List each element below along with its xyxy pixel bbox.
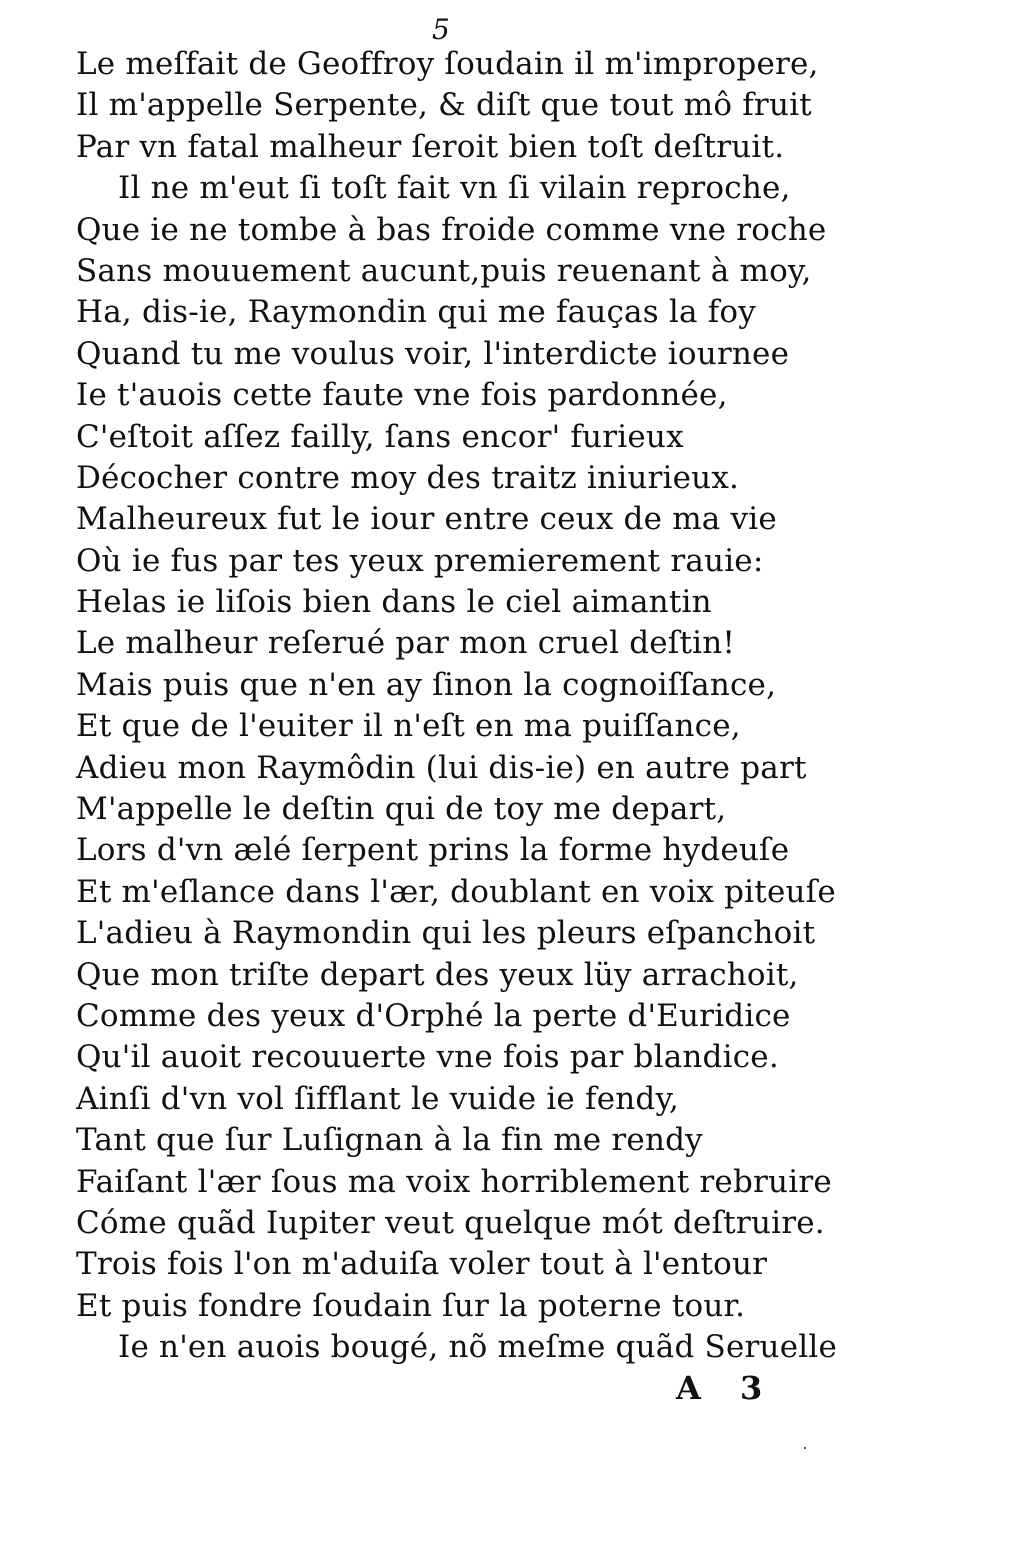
verse-line: Comme des yeux d'Orphé la perte d'Euridice [76,997,791,1034]
verse-line: Qu'il auoit recouuerte vne fois par blandice. [76,1039,779,1076]
verse-line: Tant que ſur Luſignan à la fin me rendy [76,1122,703,1159]
verse-line: L'adieu à Raymondin qui les pleurs eſpanchoit [76,915,816,952]
verse-line: C'eſtoit aſſez failly, ſans encor' furieux [76,418,684,455]
verse-line: Helas ie liſois bien dans le ciel aimantin [76,584,712,621]
ink-speck [804,1447,806,1449]
verse-line: Il m'appelle Serpente, & diſt que tout mô fruit [76,87,812,124]
verse-line: Décocher contre moy des traitz iniurieux. [76,459,740,496]
verse-line: Lors d'vn ælé ſerpent prins la forme hydeuſe [76,832,790,869]
signature-mark: A 3 [676,1369,777,1407]
verse-line: Ainſi d'vn vol ſifflant le vuide ie fendy, [76,1080,680,1117]
verse-line: Trois fois l'on m'aduiſa voler tout à l'entour [76,1246,768,1283]
verse-line: Faiſant l'ær ſous ma voix horriblement rebruire [76,1163,832,1200]
verse-text-block [76,44,976,1369]
verse-line: Le meſfait de Geoffroy ſoudain il m'impropere, [76,46,819,82]
page-number: 5 [432,13,450,46]
verse-line: Et puis fondre ſoudain ſur la poterne tour. [76,1287,746,1324]
verse-line: Ha, dis-ie, Raymondin qui me fauças la foy [76,294,756,331]
verse-line: Cóme quãd Iupiter veut quelque mót deſtruire. [76,1204,825,1241]
verse-line: Adieu mon Raymôdin (lui dis-ie) en autre part [76,749,807,786]
verse-line: Mais puis que n'en ay ſinon la cognoiſſance, [76,666,777,703]
verse-line: M'appelle le deſtin qui de toy me depart, [76,791,727,828]
verse-line: Où ie fus par tes yeux premierement rauie: [76,542,764,579]
verse-line: Que mon triſte depart des yeux lüy arrachoit, [76,956,799,993]
verse-line: Malheureux fut le iour entre ceux de ma vie [76,501,777,538]
verse-line: Quand tu me voulus voir, l'interdicte iournee [76,335,790,372]
verse-line: Sans mouuement aucunt,puis reuenant à moy, [76,252,812,289]
verse-line: Par vn fatal malheur ſeroit bien toſt deſtruit. [76,128,785,165]
verse-line: Et que de l'euiter il n'eſt en ma puiſſance, [76,708,741,745]
verse-line: Il ne m'eut ſi toſt fait vn ſi vilain reproche, [118,170,791,207]
verse-line: Que ie ne tombe à bas froide comme vne roche [76,211,827,248]
verse-line: Le malheur reſerué par mon cruel deſtin! [76,625,736,662]
verse-line: Ie t'auois cette faute vne fois pardonnée, [76,377,728,414]
verse-line: Et m'eſlance dans l'ær, doublant en voix piteuſe [76,873,836,910]
verse-line: Ie n'en auois bougé, nõ meſme quãd Seruelle [118,1329,838,1366]
